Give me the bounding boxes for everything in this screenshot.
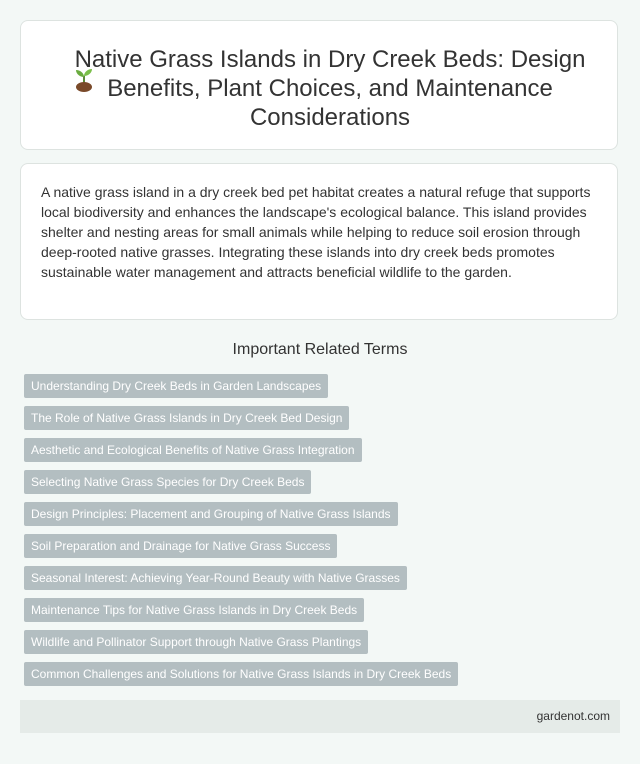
- related-term-tag[interactable]: Understanding Dry Creek Beds in Garden Landscapes: [24, 374, 328, 398]
- related-term-tag[interactable]: Wildlife and Pollinator Support through Native Grass Plantings: [24, 630, 368, 654]
- related-term-tag[interactable]: Design Principles: Placement and Grouping of Native Grass Islands: [24, 502, 398, 526]
- related-term-tag[interactable]: Soil Preparation and Drainage for Native Grass Success: [24, 534, 337, 558]
- description-card: [20, 163, 618, 320]
- page-title: Native Grass Islands in Dry Creek Beds: Design Benefits, Plant Choices, and Maintenance Considerations: [74, 46, 586, 131]
- related-terms-heading: Important Related Terms: [232, 341, 408, 358]
- related-term-tag[interactable]: Common Challenges and Solutions for Native Grass Islands in Dry Creek Beds: [24, 662, 458, 686]
- title-card: [20, 20, 618, 150]
- footer-site-link[interactable]: gardenot.com: [536, 709, 610, 723]
- description-text: A native grass island in a dry creek bed pet habitat creates a natural refuge that supports local biodiversity and enhances the landscape's ecological balance. This island provides shelter and nesting areas for small animals while helping to reduce soil erosion through deep-rooted native grasses. Integrating these islands into dry creek beds promotes sustainable water management and attracts beneficial wildlife to the garden.: [41, 184, 591, 280]
- related-term-tag[interactable]: Aesthetic and Ecological Benefits of Native Grass Integration: [24, 438, 362, 462]
- related-term-tag[interactable]: Maintenance Tips for Native Grass Islands in Dry Creek Beds: [24, 598, 364, 622]
- related-term-tag[interactable]: Seasonal Interest: Achieving Year-Round Beauty with Native Grasses: [24, 566, 407, 590]
- footer: [20, 700, 620, 733]
- related-term-tag[interactable]: The Role of Native Grass Islands in Dry Creek Bed Design: [24, 406, 349, 430]
- related-term-tag[interactable]: Selecting Native Grass Species for Dry Creek Beds: [24, 470, 311, 494]
